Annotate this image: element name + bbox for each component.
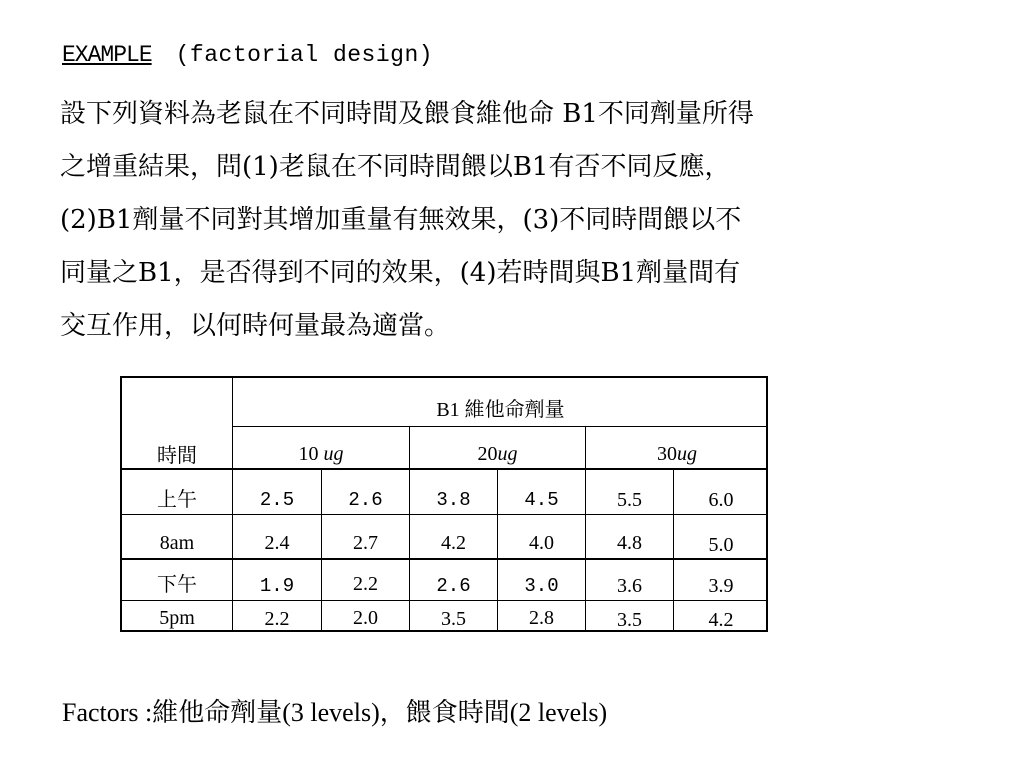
factors-note: Factors :維他命劑量(3 levels)，餵食時間(2 levels)	[62, 698, 608, 727]
slide-title	[62, 42, 433, 68]
table-cell: 1.9	[259, 575, 295, 597]
table-cell: 5.5	[617, 489, 642, 511]
row-label: 5pm	[159, 607, 195, 629]
dose-value: 10	[298, 443, 319, 465]
question-line: 交互作用，以何時何量最為適當。	[60, 311, 451, 341]
table-rule	[122, 514, 768, 515]
dose-header-10	[233, 444, 409, 464]
table-cell: 4.5	[524, 489, 559, 511]
table-cell: 3.0	[524, 575, 559, 597]
question-line: 同量之B1，是否得到不同的效果，(4)若時間與B1劑量間有	[60, 258, 741, 288]
table-rule	[122, 468, 768, 470]
table-rule	[122, 558, 768, 560]
table-cell: 5.0	[708, 534, 734, 556]
table-cell: 2.6	[436, 575, 471, 597]
dose-unit: ug	[677, 443, 697, 465]
question-line: 之增重結果，問(1)老鼠在不同時間餵以B1有否不同反應，	[60, 152, 731, 182]
table-cell: 3.8	[436, 489, 471, 511]
question-line: 設下列資料為老鼠在不同時間及餵食維他命 B1不同劑量所得	[60, 99, 754, 129]
table-cell: 3.9	[708, 575, 734, 597]
dose-value: 30	[657, 443, 677, 465]
table-cell: 2.8	[529, 607, 554, 629]
table-cell: 4.2	[708, 609, 734, 631]
table-cell: 3.5	[617, 609, 642, 631]
question-line: (2)B1劑量不同對其增加重量有無效果，(3)不同時間餵以不	[60, 205, 742, 235]
data-table	[120, 376, 768, 632]
table-cell: 2.5	[259, 489, 295, 511]
dose-group-header: B1 維他命劑量	[436, 399, 565, 421]
table-cell: 4.2	[441, 532, 466, 554]
row-label: 下午	[157, 574, 197, 596]
table-cell: 2.4	[264, 532, 290, 554]
table-cell: 2.6	[348, 489, 383, 511]
table-cell: 4.0	[529, 532, 554, 554]
time-column-header: 時間	[157, 445, 197, 467]
dose-unit: ug	[497, 443, 518, 465]
example-label: EXAMPLE	[62, 42, 152, 68]
table-rule	[122, 600, 768, 601]
table-cell: 2.2	[264, 608, 290, 630]
table-cell: 3.6	[617, 575, 642, 597]
table-cell: 3.5	[441, 608, 466, 630]
dose-value: 20	[477, 443, 498, 465]
table-cell: 6.0	[708, 489, 734, 511]
design-type-label: (factorial design)	[175, 42, 434, 68]
dose-header-20	[410, 444, 585, 464]
table-cell: 2.7	[353, 532, 378, 554]
row-label: 上午	[157, 489, 197, 511]
table-cell: 2.2	[353, 573, 378, 595]
row-label: 8am	[159, 532, 195, 554]
table-cell: 4.8	[617, 532, 642, 554]
table-cell: 2.0	[353, 607, 378, 629]
dose-unit: ug	[323, 443, 344, 465]
table-rule	[232, 426, 768, 427]
question-text	[60, 88, 980, 353]
dose-header-30	[586, 444, 768, 464]
